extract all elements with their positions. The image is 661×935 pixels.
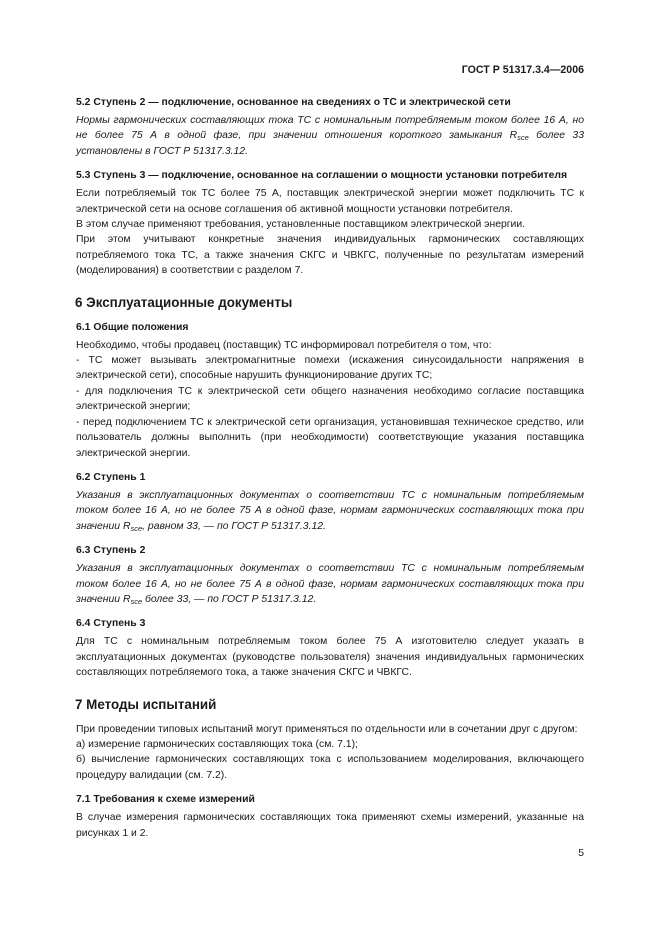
section-6-1-p3: - для подключения ТС к электрической сети общего назначения необходимо согласие поставщика электрической энергии;: [76, 385, 584, 413]
section-6-title: 6 Эксплуатационные документы: [75, 294, 293, 310]
section-5-2-title: 5.2 Ступень 2 — подключение, основанное на сведениях о ТС и электрической сети: [76, 97, 511, 108]
section-6-1-p1: Необходимо, чтобы продавец (поставщик) ТС информировал потребителя о том, что:: [76, 339, 492, 351]
section-5-3-p3: При этом учитывают конкретные значения индивидуальных гармонических составляющих потребляемого тока ТС, а также значения СКГС и ЧВКГС, полученные по результатам измерений (моделирования) в соответствии с разделом 7.: [76, 234, 584, 277]
section-5-3-p1: Если потребляемый ток ТС более 75 А, поставщик электрической энергии может подключить ТС к электрической сети на основе соглашения об активной мощности установки потребителя.: [76, 188, 584, 215]
document-page: [76, 0, 584, 935]
section-6-1-p2: - ТС может вызывать электромагнитные помехи (искажения синусоидальности напряжения в электрической сети), способные нарушить функционирование других ТС;: [76, 355, 584, 382]
section-6-3-text: Указания в эксплуатационных документах о соответствии ТС с номинальным потребляемым током более 16 А, но не более 75 А в одной фазе, нормам гармонических составляющих тока при значении $R_{sce}$ более 33, — по ГОСТ Р 51317.3.12.: [76, 563, 584, 606]
section-6-2-text: Указания в эксплуатационных документах о соответствии ТС с номинальным потребляемым током более 16 А, но не более 75 А в одной фазе, нормам гармонических составляющих тока при значении $R_{sce}$, равном 33, — по ГОСТ Р 51317.3.12.: [76, 489, 584, 533]
section-7-title: 7 Методы испытаний: [75, 696, 217, 712]
section-6-1-p4: - перед подключением ТС к электрической сети организация, установившая техническое средство, или пользователь должны выполнить (при необходимости) соответствующие указания поставщика электрической энергии.: [76, 416, 584, 459]
section-6-2-title: 6.2 Ступень 1: [76, 471, 146, 483]
section-6-1-title: 6.1 Общие положения: [76, 321, 189, 333]
section-5-3-title: 5.3 Ступень 3 — подключение, основанное на соглашении о мощности установки потребителя: [76, 170, 568, 182]
section-6-3-title: 6.3 Ступень 2: [76, 545, 146, 557]
section-6-4-title: 6.4 Ступень 3: [76, 618, 146, 630]
section-5-2-text: Нормы гармонических составляющих тока ТС с номинальным потребляемым током более 16 А, но не более 75 А в одной фазе, при значении отношения короткого замыкания $R_{sce}$ более 33 установлены в ГОСТ Р 51317.3.12.: [76, 115, 584, 157]
section-5-3-p2: В этом случае применяют требования, установленные поставщиком электрической энергии.: [76, 219, 526, 231]
document-id: ГОСТ Р 51317.3.4—2006: [461, 64, 584, 76]
section-7-p2: а) измерение гармонических составляющих тока (см. 7.1);: [76, 738, 358, 750]
section-7-1-text: В случае измерения гармонических составляющих тока применяют схемы измерений, указанные на рисунках 1 и 2.: [76, 812, 584, 839]
section-7-1-title: 7.1 Требования к схеме измерений: [76, 794, 255, 806]
section-6-4-text: Для ТС с номинальным потребляемым током более 75 А изготовителю следует указать в эксплуатационных документах (руководстве пользователя) значения индивидуальных гармонических составляющих потребляемого тока, а также значения СКГС и ЧВКГС.: [76, 636, 584, 679]
page-number: 5: [578, 848, 584, 859]
section-7-p1: При проведении типовых испытаний могут применяться по отдельности или в сочетании друг с другом:: [76, 723, 578, 735]
section-7-p3: б) вычисление гармонических составляющих тока с использованием моделирования, включающего процедуру валидации (см. 7.2).: [76, 754, 584, 781]
document-body: [76, 95, 584, 841]
